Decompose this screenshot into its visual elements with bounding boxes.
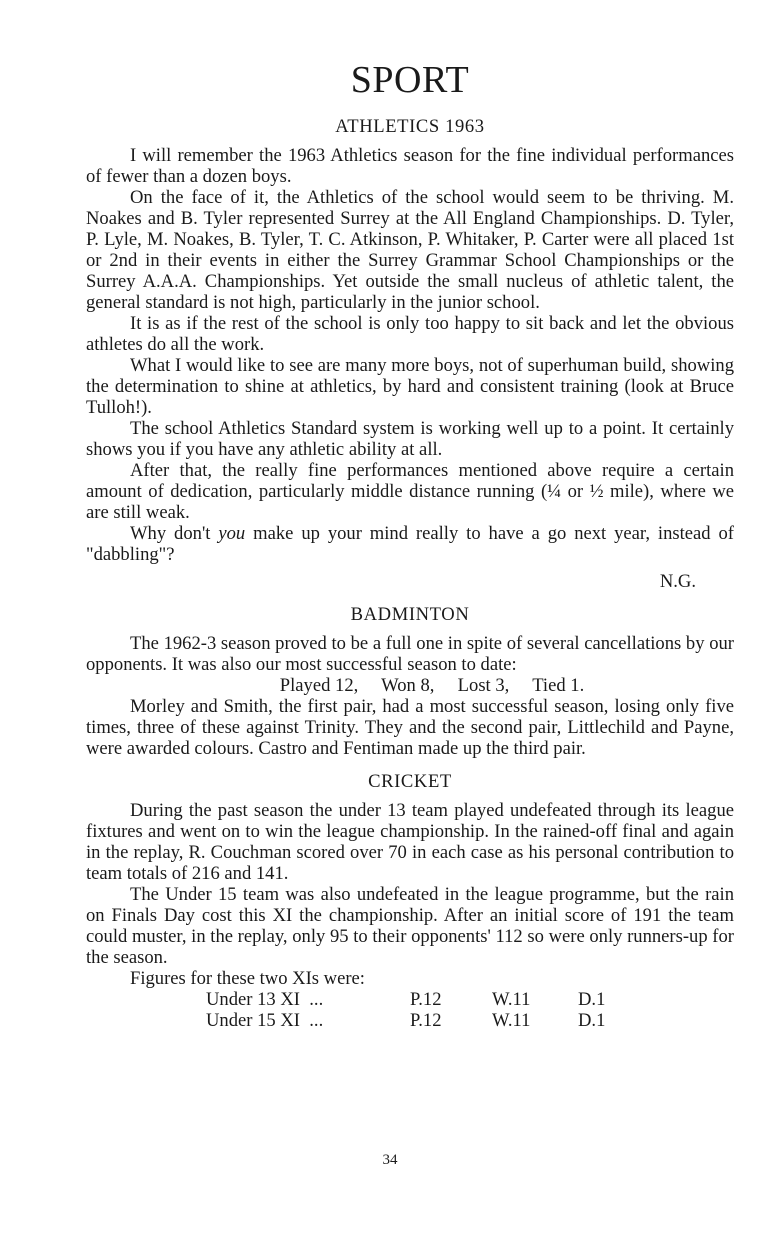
drawn-count: D.1 <box>578 989 606 1010</box>
athletics-paragraph: The school Athletics Standard system is working well up to a point. It certainly shows you if you have any athletic ability at all. <box>86 418 734 460</box>
cricket-paragraph: During the past season the under 13 team played undefeated through its league fixtures and went on to win the league championship. In the rained-off final and again in the replay, R. Couchman scored over 70 in each case as his personal contribution to team totals of 216 and 141. <box>86 800 734 884</box>
closing-text-end: make up your mind really to have a go next year, instead of "dabbling"? <box>86 523 734 565</box>
cricket-paragraph: The Under 15 team was also undefeated in the league programme, but the rain on Finals Day cost this XI the championship. After an initial score of 191 the team could muster, in the replay, only 95 to their opponents' 112 so were only runners-up for the season. <box>86 884 734 968</box>
athletics-paragraph: On the face of it, the Athletics of the school would seem to be thriving. M. Noakes and B. Tyler represented Surrey at the All England Championships. D. Tyler, P. Lyle, M. Noakes, B. Tyler, T. C. Atkinson, P. Whitaker, P. Carter were all placed 1st or 2nd in their events in either the Surrey Grammar School Championships or the Surrey A.A.A. Championships. Yet outside the small nucleus of athletic talent, the general standard is not high, particularly in the junior school. <box>86 187 734 313</box>
won-count: W.11 <box>492 989 531 1010</box>
badminton-section <box>86 604 734 759</box>
badminton-paragraph: The 1962-3 season proved to be a full one in spite of several cancellations by our opponents. It was also our most successful season to date: <box>86 633 734 675</box>
won-count: W.11 <box>492 1010 531 1031</box>
athletics-section <box>86 116 734 592</box>
page-title: SPORT <box>350 59 470 101</box>
athletics-signature: N.G. <box>659 571 696 592</box>
athletics-heading: ATHLETICS 1963 <box>335 116 485 137</box>
cricket-section <box>86 771 734 1031</box>
played-count: P.12 <box>410 1010 442 1031</box>
athletics-paragraph: What I would like to see are many more boys, not of superhuman build, showing the determination to shine at athletics, by hard and consistent training (look at Bruce Tulloh!). <box>86 355 734 418</box>
team-name: Under 15 XI ... <box>206 1010 324 1031</box>
cricket-paragraph: Figures for these two XIs were: <box>130 968 365 989</box>
page-number: 34 <box>382 1152 398 1168</box>
closing-text-start: Why don't <box>130 523 219 544</box>
athletics-paragraph: I will remember the 1963 Athletics season for the fine individual performances of fewer than a dozen boys. <box>86 145 734 187</box>
document-page <box>86 52 734 1031</box>
badminton-paragraph: Morley and Smith, the first pair, had a most successful season, losing only five times, three of these against Trinity. They and the second pair, Littlechild and Payne, were awarded colours. Castro and Fentiman made up the third pair. <box>86 696 734 759</box>
athletics-closing-paragraph <box>86 523 734 565</box>
drawn-count: D.1 <box>578 1010 606 1031</box>
emphasis-text: you <box>218 523 246 544</box>
athletics-paragraph: It is as if the rest of the school is only too happy to sit back and let the obvious athletes do all the work. <box>86 313 734 355</box>
played-count: P.12 <box>410 989 442 1010</box>
cricket-results-row <box>86 989 734 1010</box>
athletics-paragraph: After that, the really fine performances mentioned above require a certain amount of dedication, particularly middle distance running (¼ or ½ mile), where we are still weak. <box>86 460 734 523</box>
team-name: Under 13 XI ... <box>206 989 324 1010</box>
cricket-results-row <box>86 1010 734 1031</box>
cricket-heading: CRICKET <box>368 771 452 792</box>
badminton-record: Played 12, Won 8, Lost 3, Tied 1. <box>279 675 585 696</box>
badminton-heading: BADMINTON <box>350 604 470 625</box>
